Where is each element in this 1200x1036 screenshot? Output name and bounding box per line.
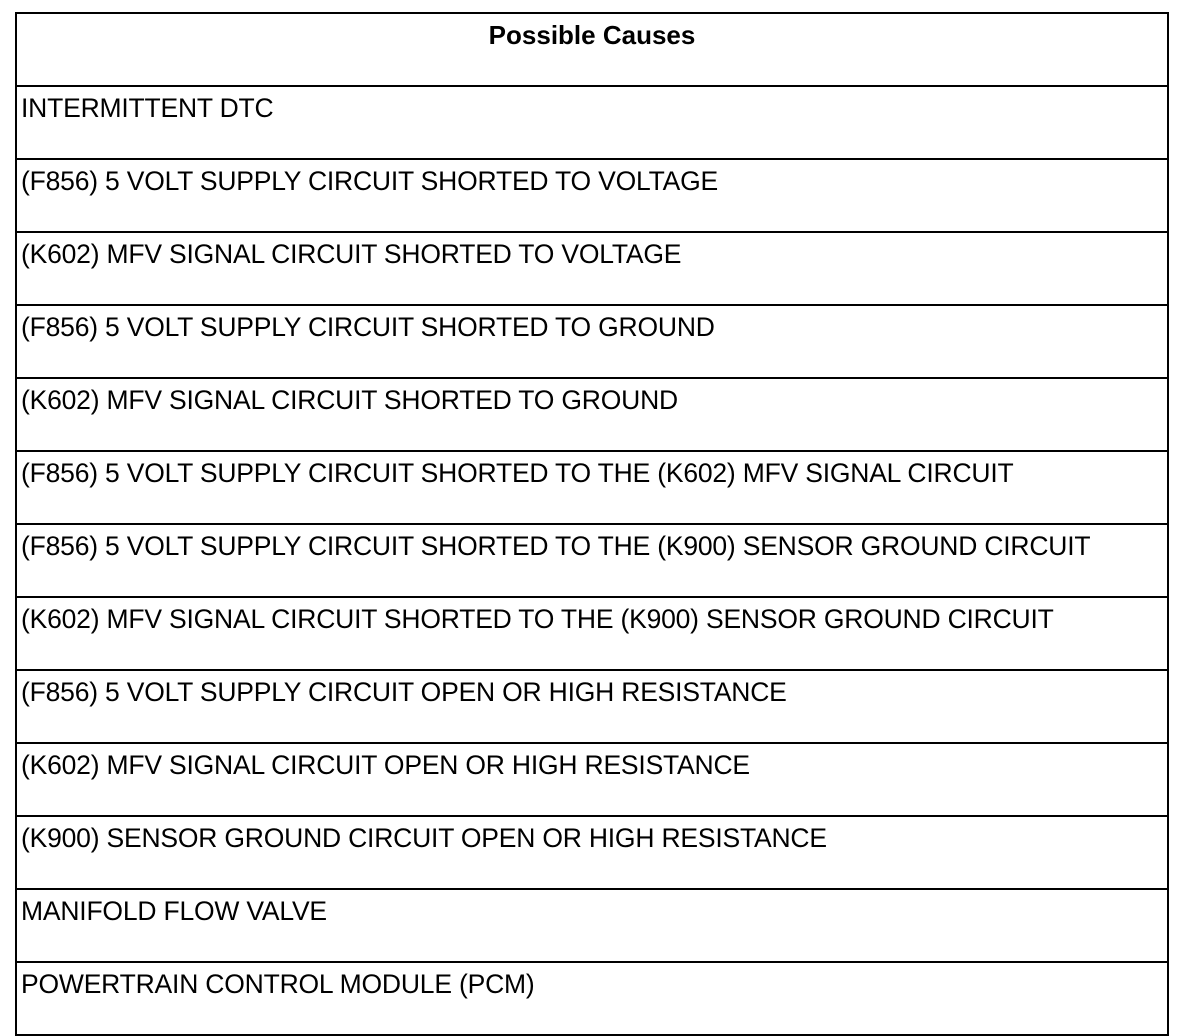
- cause-cell: (F856) 5 VOLT SUPPLY CIRCUIT SHORTED TO THE (K602) MFV SIGNAL CIRCUIT: [16, 451, 1168, 524]
- table-row: [16, 962, 1168, 1035]
- table-header-row: [16, 13, 1168, 86]
- cause-cell: (K602) MFV SIGNAL CIRCUIT SHORTED TO THE (K900) SENSOR GROUND CIRCUIT: [16, 597, 1168, 670]
- possible-causes-table: [15, 12, 1169, 1036]
- possible-causes-header: Possible Causes: [16, 13, 1168, 86]
- table-row: [16, 597, 1168, 670]
- cause-cell: MANIFOLD FLOW VALVE: [16, 889, 1168, 962]
- table-row: [16, 816, 1168, 889]
- cause-cell: (F856) 5 VOLT SUPPLY CIRCUIT SHORTED TO THE (K900) SENSOR GROUND CIRCUIT: [16, 524, 1168, 597]
- cause-cell: (F856) 5 VOLT SUPPLY CIRCUIT OPEN OR HIGH RESISTANCE: [16, 670, 1168, 743]
- table-row: [16, 524, 1168, 597]
- cause-cell: INTERMITTENT DTC: [16, 86, 1168, 159]
- table-row: [16, 743, 1168, 816]
- table-row: [16, 159, 1168, 232]
- cause-cell: (K602) MFV SIGNAL CIRCUIT SHORTED TO GROUND: [16, 378, 1168, 451]
- table-row: [16, 451, 1168, 524]
- cause-cell: (K602) MFV SIGNAL CIRCUIT SHORTED TO VOLTAGE: [16, 232, 1168, 305]
- table-row: [16, 305, 1168, 378]
- cause-cell: POWERTRAIN CONTROL MODULE (PCM): [16, 962, 1168, 1035]
- cause-cell: (K602) MFV SIGNAL CIRCUIT OPEN OR HIGH RESISTANCE: [16, 743, 1168, 816]
- table-row: [16, 889, 1168, 962]
- table-row: [16, 86, 1168, 159]
- cause-cell: (K900) SENSOR GROUND CIRCUIT OPEN OR HIGH RESISTANCE: [16, 816, 1168, 889]
- table-row: [16, 232, 1168, 305]
- cause-cell: (F856) 5 VOLT SUPPLY CIRCUIT SHORTED TO GROUND: [16, 305, 1168, 378]
- table-row: [16, 378, 1168, 451]
- cause-cell: (F856) 5 VOLT SUPPLY CIRCUIT SHORTED TO VOLTAGE: [16, 159, 1168, 232]
- table-row: [16, 670, 1168, 743]
